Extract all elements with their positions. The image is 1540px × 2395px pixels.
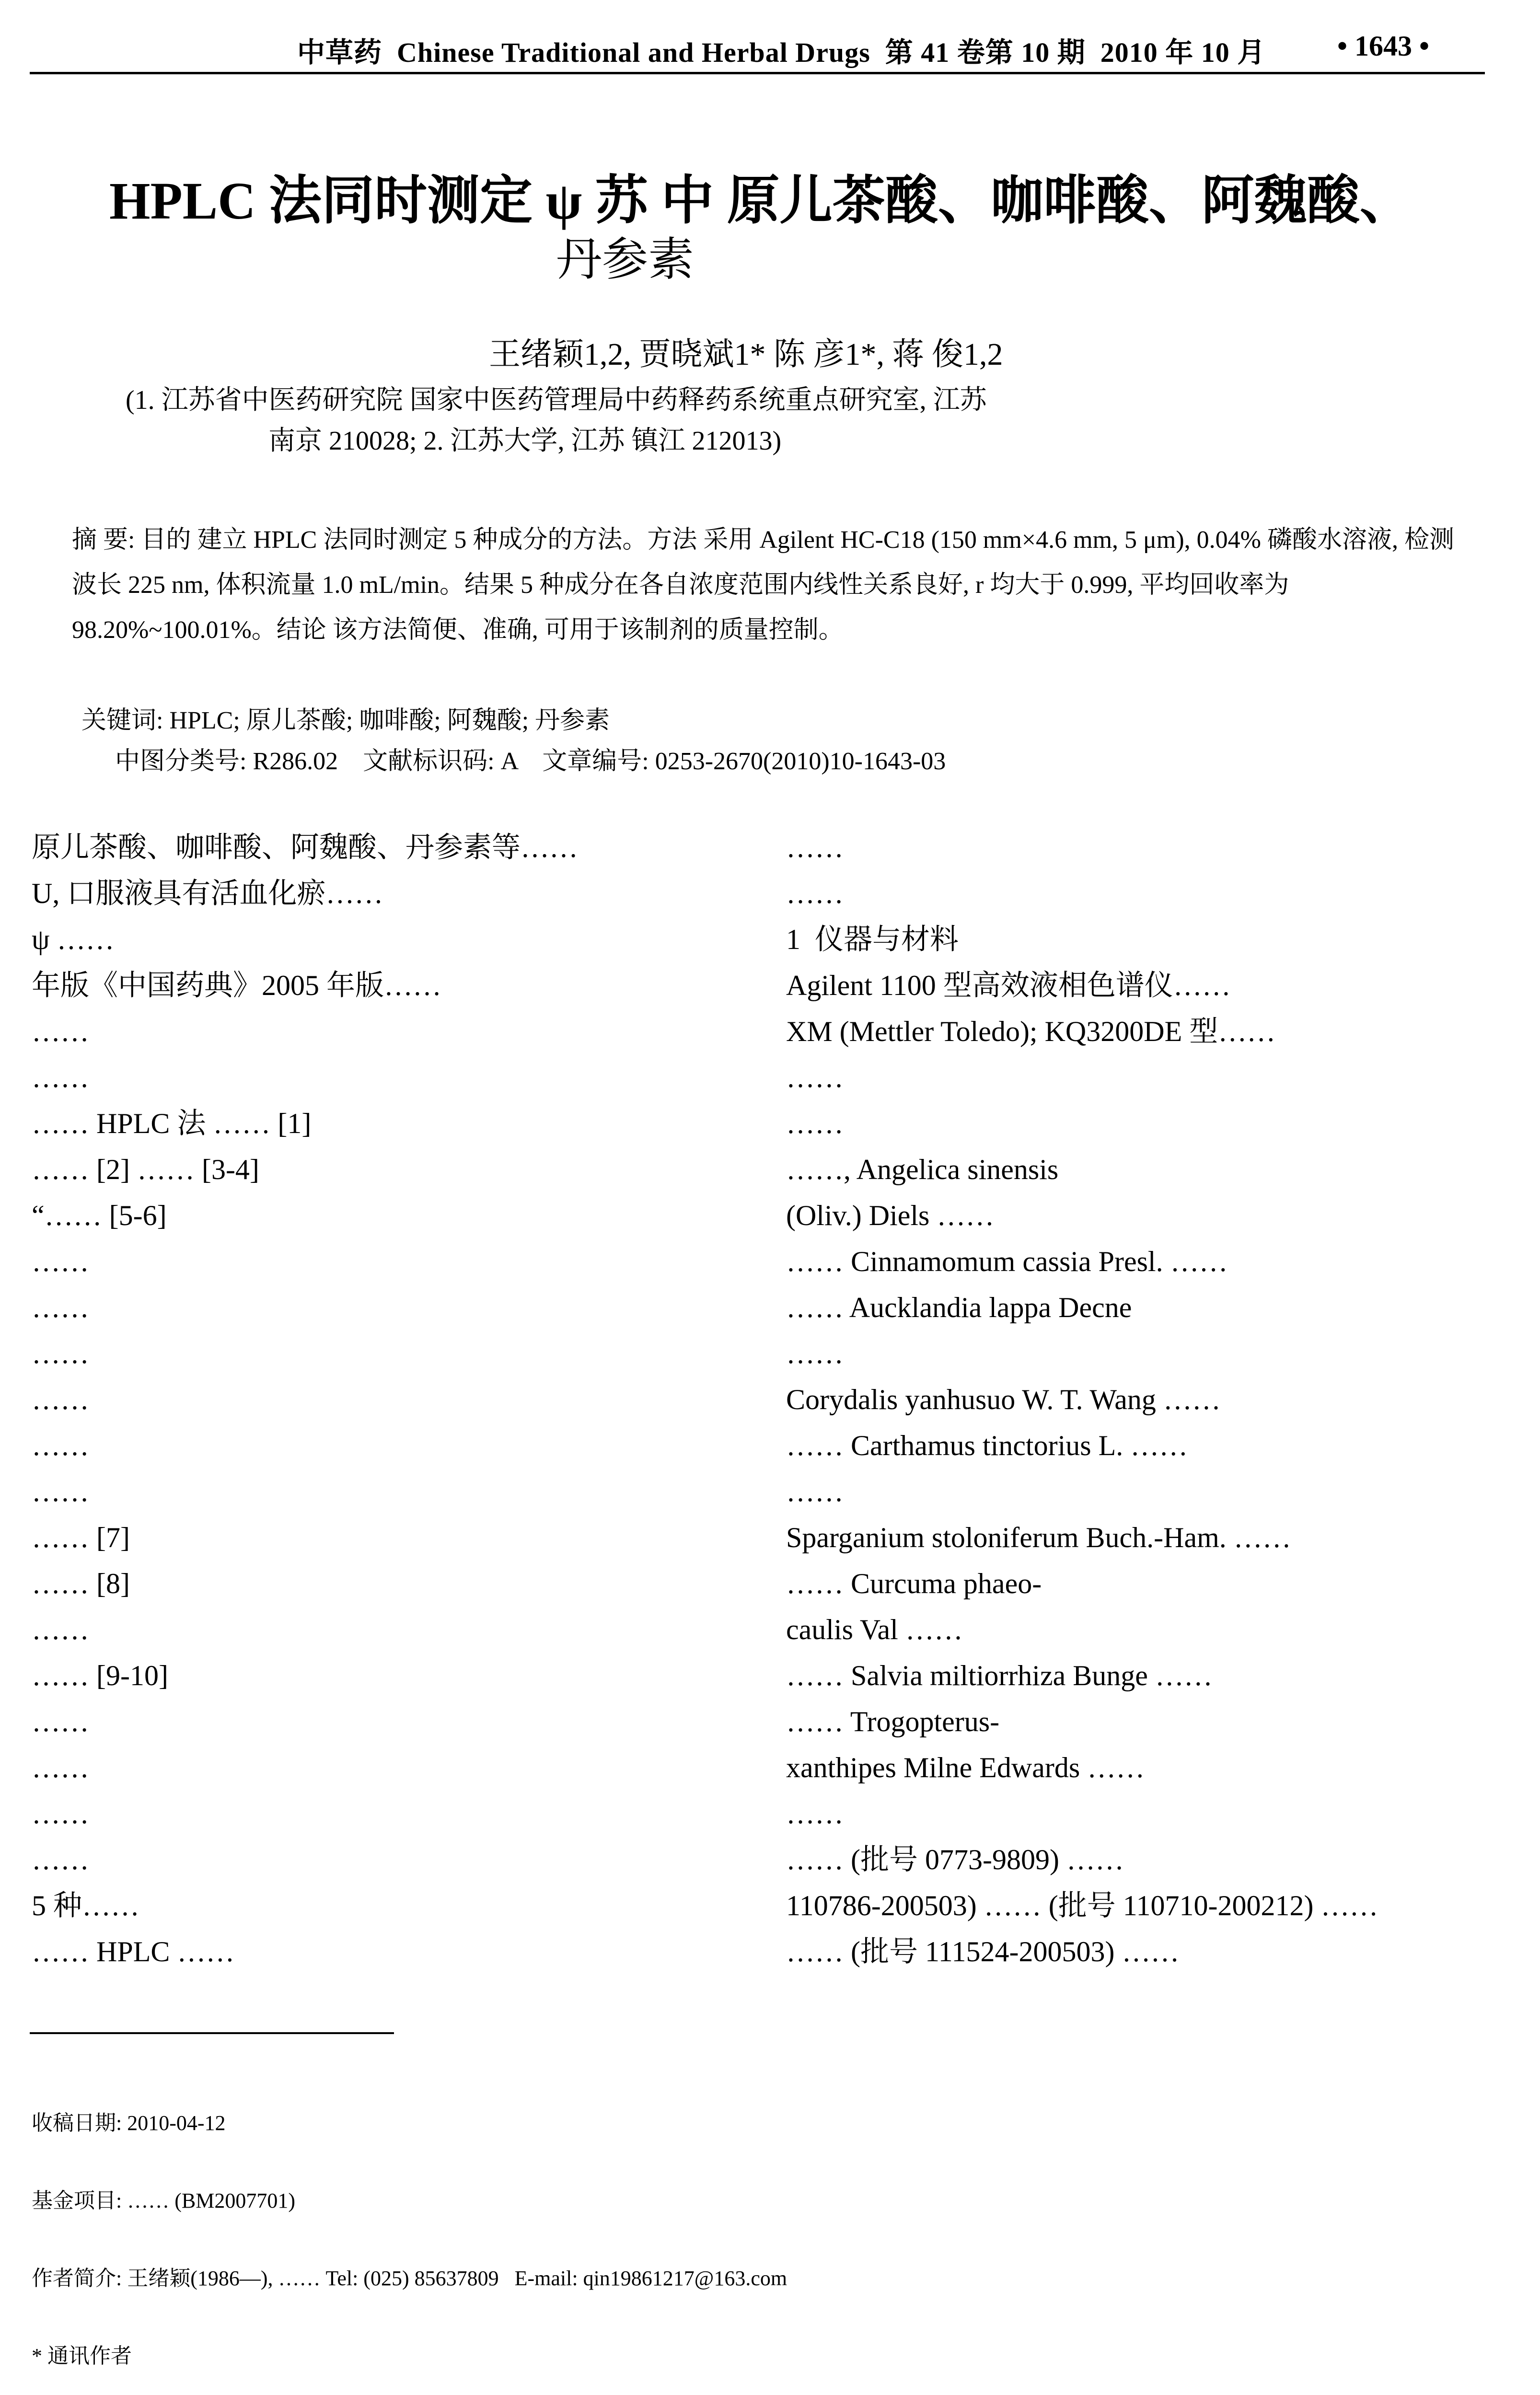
body-line: …… bbox=[786, 1798, 844, 1829]
footnote-corresponding: * 通讯作者 bbox=[32, 2344, 132, 2368]
body-line: …… [2] …… [3-4] bbox=[32, 1154, 259, 1185]
body-line: …… bbox=[786, 878, 844, 909]
body-line: 110786-200503) …… (批号 110710-200212) …… bbox=[786, 1890, 1378, 1921]
body-line: …… bbox=[32, 1016, 89, 1047]
body-line: …… Salvia miltiorrhiza Bunge …… bbox=[786, 1660, 1213, 1691]
body-line: ψ …… bbox=[32, 924, 115, 955]
body-line: …… [8] bbox=[32, 1568, 130, 1599]
body-line: …… Carthamus tinctorius L. …… bbox=[786, 1430, 1188, 1461]
body-line: …… bbox=[32, 1614, 89, 1645]
body-line: …… bbox=[32, 1706, 89, 1737]
body-line: “…… [5-6] bbox=[32, 1200, 167, 1231]
body-line: …… bbox=[32, 1384, 89, 1415]
body-line: …… bbox=[786, 1108, 844, 1139]
body-line: Sparganium stoloniferum Buch.-Ham. …… bbox=[786, 1522, 1291, 1553]
body-line: …… bbox=[32, 1062, 89, 1093]
body-line: …… bbox=[32, 1338, 89, 1369]
body-line: …… HPLC …… bbox=[32, 1936, 235, 1967]
body-line: Corydalis yanhusuo W. T. Wang …… bbox=[786, 1384, 1221, 1415]
body-line: 原儿茶酸、咖啡酸、阿魏酸、丹参素等…… bbox=[32, 832, 578, 863]
body-line: caulis Val …… bbox=[786, 1614, 963, 1645]
header-rule bbox=[30, 72, 1485, 74]
body-left-column bbox=[32, 824, 578, 1975]
abstract: 摘 要: 目的 建立 HPLC 法同时测定 5 种成分的方法。方法 采用 Agilent HC-C18 (150 mm×4.6 mm, 5 μm), 0.04% 磷酸水溶液, 检测波长 225 nm, 体积流量 1.0 mL/min。结果 5 种成分在各自浓度范围内线性关系良好, r 均大于 0.999, 平均回收率为 98.20%~100.01%。结论 该方法简便、准确, 可用于该制剂的质量控制。 bbox=[72, 526, 1454, 644]
body-line: …… bbox=[32, 1798, 89, 1829]
page-number: • 1643 • bbox=[1337, 30, 1430, 62]
footnote-fund: 基金项目: …… (BM2007701) bbox=[32, 2189, 295, 2212]
body-line: xanthipes Milne Edwards …… bbox=[786, 1752, 1145, 1783]
article-title: HPLC 法同时测定 ψ 苏 中 原儿茶酸、咖啡酸、阿魏酸、 bbox=[109, 172, 1413, 230]
body-line: Agilent 1100 型高效液相色谱仪…… bbox=[786, 970, 1231, 1001]
body-line: …… bbox=[32, 1246, 89, 1277]
body-line: …… bbox=[786, 1476, 844, 1507]
affiliation-line2: 南京 210028; 2. 江苏大学, 江苏 镇江 212013) bbox=[268, 426, 782, 456]
body-line: …… bbox=[32, 1476, 89, 1507]
body-line: (Oliv.) Diels …… bbox=[786, 1200, 995, 1231]
body-line: …… (批号 111524-200503) …… bbox=[786, 1936, 1180, 1967]
classification-codes: 中图分类号: R286.02 文献标识码: A 文章编号: 0253-2670(2010)10-1643-03 bbox=[115, 748, 946, 775]
body-line: …… HPLC 法 …… [1] bbox=[32, 1108, 312, 1139]
body-line: …… Trogopterus- bbox=[786, 1706, 1000, 1737]
footnote-block bbox=[32, 2059, 787, 2395]
affiliation-line1: (1. 江苏省中医药研究院 国家中医药管理局中药释药系统重点研究室, 江苏 bbox=[126, 385, 987, 415]
body-line: …… [7] bbox=[32, 1522, 130, 1553]
footnote-bio: 作者简介: 王绪颖(1986—), …… Tel: (025) 85637809 E-mail: qin19861217@163.com bbox=[32, 2267, 787, 2290]
body-line: …… (批号 0773-9809) …… bbox=[786, 1844, 1124, 1875]
footnote-received: 收稿日期: 2010-04-12 bbox=[32, 2111, 226, 2135]
body-line: ……, Angelica sinensis bbox=[786, 1154, 1059, 1185]
body-line: …… Aucklandia lappa Decne bbox=[786, 1292, 1132, 1323]
body-line: …… bbox=[32, 1292, 89, 1323]
body-line: 1 仪器与材料 bbox=[786, 924, 959, 955]
body-right-column bbox=[786, 824, 1378, 1975]
footnote-rule bbox=[30, 2032, 394, 2034]
body-line: …… bbox=[786, 832, 844, 863]
body-line: …… Cinnamomum cassia Presl. …… bbox=[786, 1246, 1228, 1277]
body-line: XM (Mettler Toledo); KQ3200DE 型…… bbox=[786, 1016, 1276, 1047]
body-line: U, 口服液具有活血化瘀…… bbox=[32, 878, 383, 909]
body-line: 年版《中国药典》2005 年版…… bbox=[32, 970, 441, 1001]
keywords: 关键词: HPLC; 原儿茶酸; 咖啡酸; 阿魏酸; 丹参素 bbox=[81, 707, 610, 734]
body-line: …… bbox=[786, 1062, 844, 1093]
body-line: …… bbox=[32, 1844, 89, 1875]
body-line: …… bbox=[32, 1430, 89, 1461]
body-line: …… Curcuma phaeo- bbox=[786, 1568, 1042, 1599]
body-line: …… bbox=[32, 1752, 89, 1783]
body-line: 5 种…… bbox=[32, 1890, 139, 1921]
body-line: …… bbox=[786, 1338, 844, 1369]
article-title-line2: 丹参素 bbox=[556, 234, 694, 285]
body-line: …… [9-10] bbox=[32, 1660, 168, 1691]
running-head: 中草药 Chinese Traditional and Herbal Drugs 第 41 卷第 10 期 2010 年 10 月 bbox=[297, 37, 1266, 68]
author-list: 王绪颖1,2, 贾晓斌1* 陈 彦1*, 蒋 俊1,2 bbox=[489, 337, 1003, 372]
